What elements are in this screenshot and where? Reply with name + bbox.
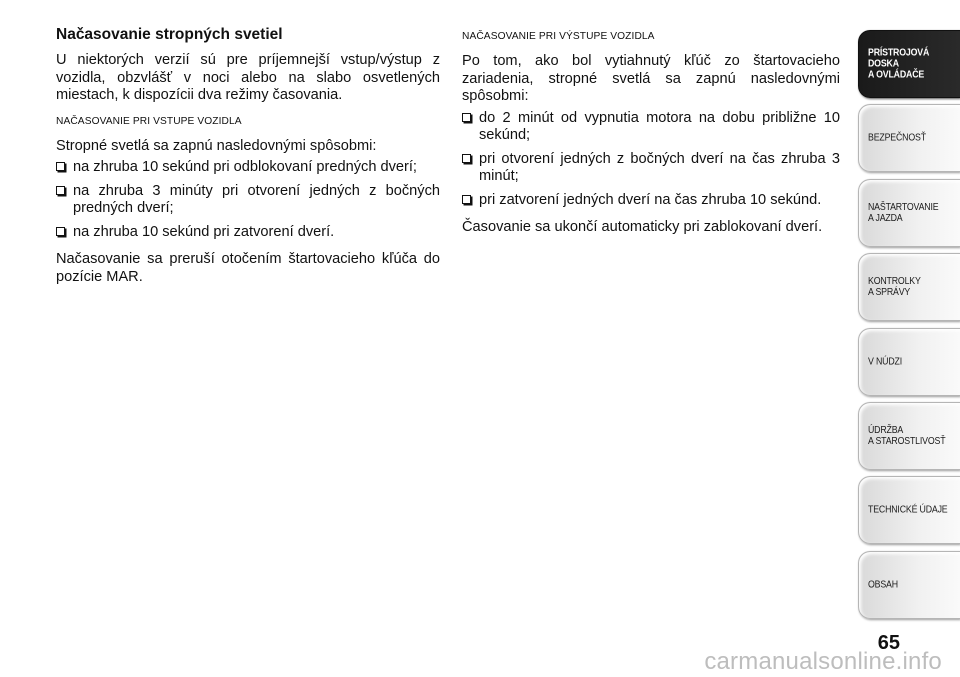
- list-item: pri otvorení jedných z bočných dverí na čas zhruba 3 minút;: [462, 151, 840, 186]
- tab-label: NAŠTARTOVANIE A JAZDA: [868, 201, 939, 224]
- exit-closing: Časovanie sa ukončí automaticky pri zablokovaní dverí.: [462, 219, 823, 235]
- chapter-tabs: [858, 30, 960, 625]
- entry-closing: Načasovanie sa preruší otočením štartovacieho kľúča do pozície MAR.: [56, 251, 440, 285]
- tab-v-nudzi[interactable]: [858, 328, 960, 396]
- entry-subheading: NAČASOVANIE PRI VSTUPE VOZIDLA: [56, 115, 242, 127]
- entry-bullet-list: [56, 159, 440, 241]
- exit-subheading: NAČASOVANIE PRI VÝSTUPE VOZIDLA: [462, 31, 655, 42]
- checkbox-bullet-icon: [462, 195, 471, 204]
- checkbox-bullet-icon: [462, 113, 471, 122]
- page-number: 65: [877, 632, 900, 654]
- tab-label: ÚDRŽBA A STAROSTLIVOSŤ: [868, 424, 946, 447]
- tab-label: V NÚDZI: [868, 356, 902, 368]
- tab-bezpecnost[interactable]: [858, 104, 960, 172]
- list-item: na zhruba 10 sekúnd pri odblokovaní predných dverí;: [56, 159, 440, 177]
- checkbox-bullet-icon: [462, 154, 471, 163]
- checkbox-bullet-icon: [56, 227, 65, 236]
- watermark: carmanualsonline.info: [704, 648, 942, 675]
- tab-pristrojova-doska[interactable]: [858, 30, 960, 98]
- list-item: na zhruba 3 minúty pri otvorení jedných z bočných predných dverí;: [56, 183, 440, 218]
- list-item: na zhruba 10 sekúnd pri zatvorení dverí.: [56, 224, 440, 242]
- intro-paragraph: U niektorých verzií sú pre príjemnejší vstup/výstup z vozidla, obzvlášť v noci alebo na slabo osvetlených miestach, k dispozícii dva režimy časovania.: [56, 52, 440, 103]
- tab-kontrolky[interactable]: [858, 253, 960, 321]
- list-item: do 2 minút od vypnutia motora na dobu približne 10 sekúnd;: [462, 110, 840, 145]
- right-column: [462, 24, 840, 247]
- tab-label: KONTROLKY A SPRÁVY: [868, 276, 921, 299]
- tab-label: PRÍSTROJOVÁ DOSKA A OVLÁDAČE: [868, 47, 930, 81]
- tab-obsah[interactable]: [858, 551, 960, 619]
- entry-lead: Stropné svetlá sa zapnú nasledovnými spôsobmi:: [56, 137, 377, 154]
- tab-technicke-udaje[interactable]: [858, 476, 960, 544]
- tab-label: TECHNICKÉ ÚDAJE: [868, 504, 948, 516]
- tab-label: OBSAH: [868, 579, 898, 591]
- section-title: Načasovanie stropných svetiel: [56, 26, 283, 43]
- tab-nastartovanie[interactable]: [858, 179, 960, 247]
- checkbox-bullet-icon: [56, 162, 65, 171]
- exit-bullet-list: [462, 110, 840, 210]
- exit-lead: Po tom, ako bol vytiahnutý kľúč zo štartovacieho zariadenia, stropné svetlá sa zapnú nasledovnými spôsobmi:: [462, 53, 840, 104]
- left-column: [56, 24, 440, 296]
- tab-udrzba[interactable]: [858, 402, 960, 470]
- tab-label: BEZPEČNOSŤ: [868, 132, 926, 144]
- list-item: pri zatvorení jedných dverí na čas zhruba 10 sekúnd.: [462, 192, 840, 210]
- checkbox-bullet-icon: [56, 186, 65, 195]
